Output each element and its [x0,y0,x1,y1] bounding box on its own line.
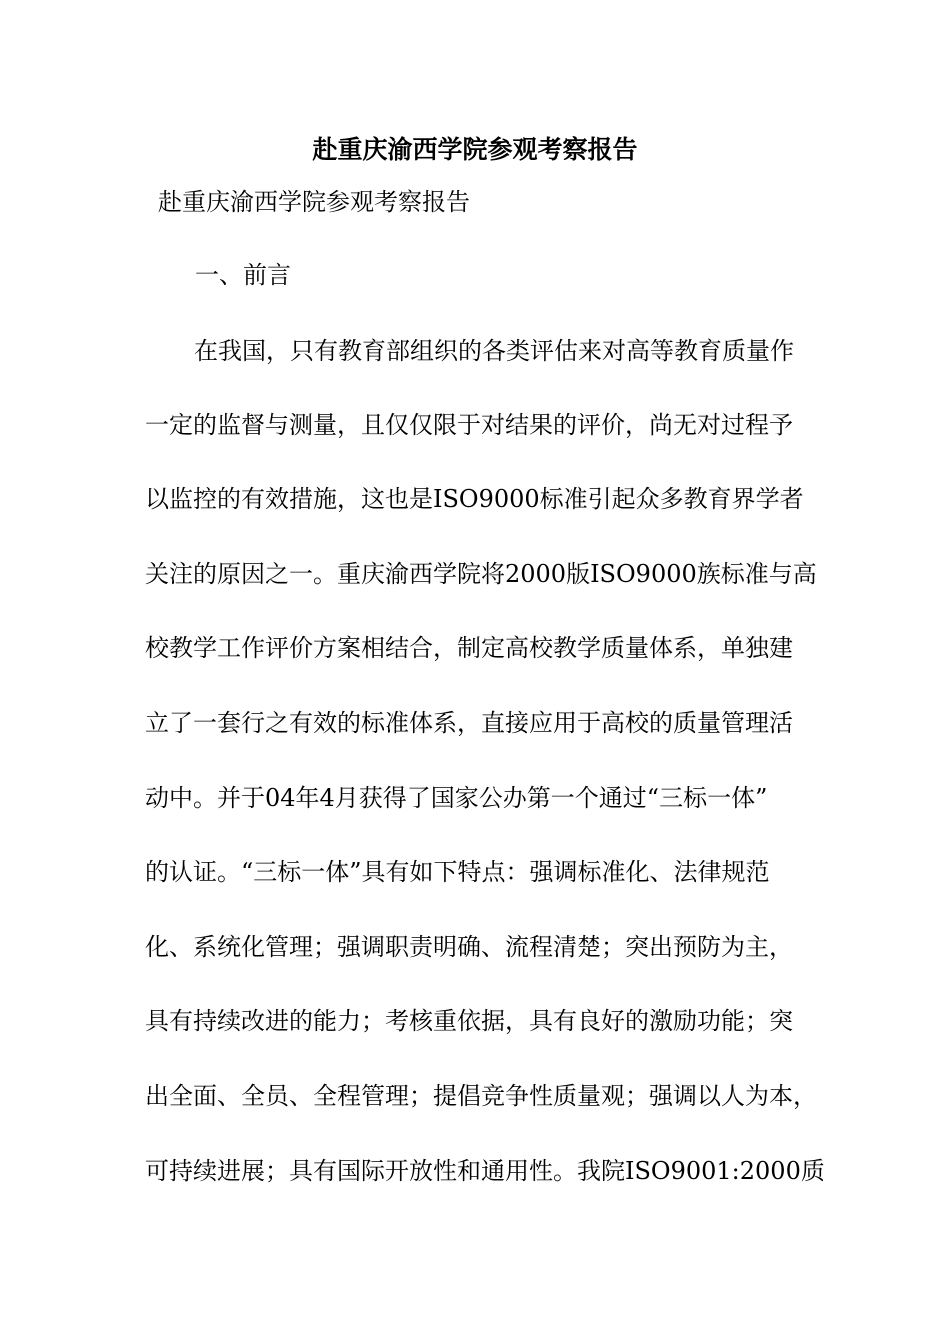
paragraph-line: 的认证。“三标一体”具有如下特点：强调标准化、法律规范 [145,858,770,886]
document-subtitle: 赴重庆渝西学院参观考察报告 [158,188,470,216]
paragraph-line: 在我国，只有教育部组织的各类评估来对高等教育质量作 [194,337,794,365]
paragraph-line: 出全面、全员、全程管理；提倡竞争性质量观；强调以人为本， [145,1082,817,1110]
paragraph-line: 校教学工作评价方案相结合，制定高校教学质量体系，单独建 [145,634,793,662]
paragraph-line: 可持续进展；具有国际开放性和通用性。我院ISO9001:2000质 [145,1157,825,1185]
paragraph-line: 化、系统化管理；强调职责明确、流程清楚；突出预防为主， [145,933,793,961]
section-heading: 一、前言 [195,261,291,289]
paragraph-line: 关注的原因之一。重庆渝西学院将2000版ISO9000族标准与高 [145,560,817,588]
paragraph-line: 一定的监督与测量，且仅仅限于对结果的评价，尚无对过程予 [145,411,793,439]
document-title: 赴重庆渝西学院参观考察报告 [312,135,638,164]
paragraph-line: 具有持续改进的能力；考核重依据，具有良好的激励功能；突 [145,1007,793,1035]
paragraph-line: 以监控的有效措施，这也是ISO9000标准引起众多教育界学者 [145,485,804,513]
paragraph-line: 立了一套行之有效的标准体系，直接应用于高校的质量管理活 [145,709,793,737]
paragraph-line: 动中。并于04年4月获得了国家公办第一个通过“三标一体” [145,784,768,812]
